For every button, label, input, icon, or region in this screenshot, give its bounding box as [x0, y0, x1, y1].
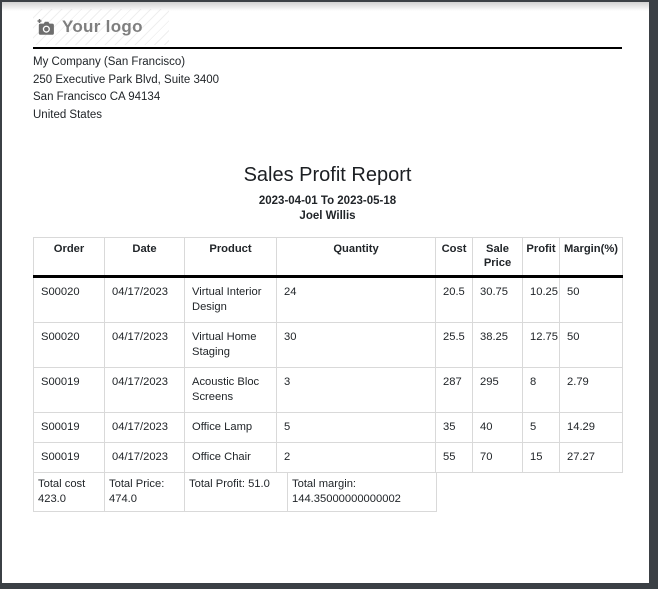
- sales-profit-table: [33, 237, 623, 473]
- table-cell: 287: [436, 368, 473, 413]
- table-cell: 30: [277, 323, 436, 368]
- table-cell: 55: [436, 443, 473, 473]
- total-margin: Total margin: 144.35000000000002: [288, 473, 437, 512]
- table-row: [34, 413, 623, 443]
- table-cell: 20.5: [436, 277, 473, 323]
- logo-text: Your logo: [62, 17, 143, 36]
- totals-table: [33, 472, 437, 512]
- column-header-sale-price: Sale Price: [473, 238, 523, 277]
- table-cell: 2: [277, 443, 436, 473]
- table-cell: 04/17/2023: [105, 323, 185, 368]
- company-name: My Company (San Francisco): [33, 56, 186, 68]
- table-cell: 25.5: [436, 323, 473, 368]
- company-address-block: [33, 54, 622, 124]
- total-profit: Total Profit: 51.0: [185, 473, 288, 512]
- table-cell: 40: [473, 413, 523, 443]
- table-row: [34, 323, 623, 368]
- table-header-row: [34, 238, 623, 277]
- header-divider: [33, 47, 622, 49]
- table-cell: 50: [560, 323, 623, 368]
- table-cell: S00019: [34, 368, 105, 413]
- report-date-range: 2023-04-01 To 2023-05-18: [258, 195, 397, 207]
- column-header-quantity: Quantity: [277, 238, 436, 277]
- camera-plus-icon: [36, 18, 55, 36]
- table-cell: 5: [277, 413, 436, 443]
- table-cell: S00020: [34, 277, 105, 323]
- table-cell: Office Chair: [185, 443, 277, 473]
- table-cell: Office Lamp: [185, 413, 277, 443]
- table-cell: 27.27: [560, 443, 623, 473]
- column-header-cost: Cost: [436, 238, 473, 277]
- table-cell: S00020: [34, 323, 105, 368]
- report-title: Sales Profit Report: [243, 164, 412, 186]
- column-header-profit: Profit: [523, 238, 560, 277]
- table-cell: 15: [523, 443, 560, 473]
- company-logo-placeholder: [33, 9, 169, 45]
- table-cell: S00019: [34, 443, 105, 473]
- table-cell: 04/17/2023: [105, 443, 185, 473]
- column-header-product: Product: [185, 238, 277, 277]
- table-cell: 2.79: [560, 368, 623, 413]
- table-cell: 30.75: [473, 277, 523, 323]
- table-row: [34, 277, 623, 323]
- table-row: [34, 443, 623, 473]
- column-header-margin: Margin(%): [560, 238, 623, 277]
- table-cell: 35: [436, 413, 473, 443]
- table-cell: Virtual Interior Design: [185, 277, 277, 323]
- report-salesperson: Joel Willis: [299, 210, 356, 222]
- table-cell: 04/17/2023: [105, 413, 185, 443]
- total-cost: Total cost 423.0: [34, 473, 105, 512]
- column-header-order: Order: [34, 238, 105, 277]
- table-cell: 04/17/2023: [105, 368, 185, 413]
- table-cell: Virtual Home Staging: [185, 323, 277, 368]
- table-row: [34, 368, 623, 413]
- table-cell: 24: [277, 277, 436, 323]
- table-cell: 04/17/2023: [105, 277, 185, 323]
- table-cell: Acoustic Bloc Screens: [185, 368, 277, 413]
- table-cell: S00019: [34, 413, 105, 443]
- column-header-date: Date: [105, 238, 185, 277]
- page-content: [2, 2, 649, 512]
- table-cell: 8: [523, 368, 560, 413]
- table-cell: 12.75: [523, 323, 560, 368]
- company-country: United States: [33, 108, 103, 121]
- table-cell: 14.29: [560, 413, 623, 443]
- totals-row: [34, 473, 437, 512]
- table-cell: 38.25: [473, 323, 523, 368]
- company-city: San Francisco CA 94134: [33, 91, 161, 103]
- company-street: 250 Executive Park Blvd, Suite 3400: [33, 73, 220, 86]
- table-cell: 3: [277, 368, 436, 413]
- document-page: [2, 2, 649, 583]
- total-price: Total Price: 474.0: [105, 473, 185, 512]
- report-title-block: [33, 164, 622, 222]
- table-cell: 5: [523, 413, 560, 443]
- table-cell: 295: [473, 368, 523, 413]
- table-cell: 70: [473, 443, 523, 473]
- table-cell: 50: [560, 277, 623, 323]
- table-cell: 10.25: [523, 277, 560, 323]
